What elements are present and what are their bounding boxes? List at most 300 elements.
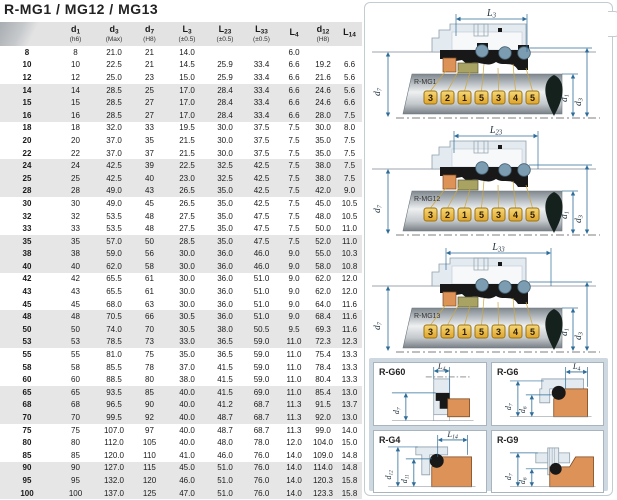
- dimension-label: $d_{12}$: [383, 469, 395, 480]
- table-cell: 109.0: [312, 450, 334, 460]
- table-cell: 11.3: [286, 400, 302, 410]
- column-header: $d_1$ (h6): [69, 23, 82, 44]
- table-cell: 43: [71, 287, 80, 297]
- table-cell: 78.5: [106, 337, 122, 347]
- table-cell: 93.5: [106, 387, 122, 397]
- table-cell: 30.0: [315, 123, 331, 133]
- table-cell: 7.5: [288, 161, 300, 171]
- table-cell: 11.0: [286, 362, 302, 372]
- table-cell: 39: [145, 161, 154, 171]
- table-cell: 48.7: [217, 413, 233, 423]
- seat-diagram-title: R-G4: [378, 434, 401, 445]
- table-cell: 30.0: [217, 123, 233, 133]
- dimension-label: $d_6$: [517, 477, 528, 484]
- table-cell: 69.3: [315, 324, 331, 334]
- table-cell: 30: [71, 198, 80, 208]
- table-cell: 32.5: [217, 161, 233, 171]
- table-cell: 10.5: [341, 198, 358, 208]
- table-cell: 37: [145, 148, 154, 158]
- table-header-row: [0, 22, 362, 46]
- table-cell: 38: [71, 249, 80, 259]
- table-cell: 92: [145, 413, 154, 423]
- table-cell: 37.5: [253, 123, 270, 133]
- table-cell: 50.0: [315, 224, 331, 234]
- table-cell: 78.4: [315, 362, 331, 372]
- table-cell: 48.0: [315, 211, 331, 221]
- table-cell: 70: [145, 324, 154, 334]
- table-cell: 125: [142, 488, 157, 498]
- table-cell: 115: [143, 463, 156, 473]
- table-cell: 6.6: [343, 60, 356, 70]
- table-cell: 74.0: [106, 324, 122, 334]
- table-cell: 33: [22, 224, 32, 234]
- table-cell: 137.0: [103, 488, 125, 498]
- table-cell: 17.0: [179, 98, 195, 108]
- table-cell: 95: [22, 475, 32, 485]
- table-cell: 51.0: [217, 488, 233, 498]
- table-cell: 7.5: [343, 173, 356, 183]
- table-cell: 55.0: [315, 249, 331, 259]
- table-cell: 36.0: [217, 249, 233, 259]
- table-cell: 33.4: [253, 60, 270, 70]
- table-cell: 41.0: [179, 450, 195, 460]
- table-cell: 40.0: [179, 438, 195, 448]
- table-row: [0, 298, 362, 311]
- callout-number: 4: [512, 210, 519, 220]
- table-cell: 58: [22, 362, 32, 372]
- table-cell: 25.9: [217, 72, 233, 82]
- dimension-label: L23: [489, 125, 503, 137]
- table-cell: 48.0: [217, 438, 233, 448]
- table-cell: 38: [22, 249, 32, 259]
- table-cell: 28.4: [217, 110, 233, 120]
- table-cell: 45: [22, 299, 32, 309]
- table-cell: 21: [145, 60, 154, 70]
- table-cell: 47.0: [179, 488, 195, 498]
- table-cell: 11.0: [286, 375, 302, 385]
- table-cell: 51.0: [217, 463, 233, 473]
- table-cell: 13.0: [341, 387, 358, 397]
- table-cell: 36.0: [217, 274, 233, 284]
- table-cell: 30.0: [217, 135, 233, 145]
- table-cell: 43: [22, 287, 32, 297]
- table-cell: 35.0: [217, 224, 233, 234]
- table-cell: 100: [68, 488, 83, 498]
- table-cell: 63: [145, 299, 154, 309]
- table-cell: 76.0: [253, 488, 270, 498]
- table-cell: 41.2: [217, 400, 233, 410]
- dimension-label: d7: [373, 205, 384, 213]
- table-cell: 12.0: [286, 438, 302, 448]
- table-cell: 85: [145, 387, 154, 397]
- dimension-label: L4: [572, 363, 580, 373]
- corner-header-cell: [0, 22, 54, 46]
- table-cell: 28.0: [315, 110, 331, 120]
- table-row: [0, 96, 362, 109]
- table-cell: 24: [22, 161, 32, 171]
- table-cell: 9.0: [288, 274, 300, 284]
- table-cell: 11.0: [342, 224, 357, 234]
- table-cell: 23: [145, 72, 154, 82]
- column-header: $d_7$ (H8): [143, 23, 156, 44]
- table-cell: 15.0: [179, 72, 195, 82]
- table-cell: 33: [145, 123, 154, 133]
- table-cell: 60: [22, 375, 32, 385]
- table-cell: 14.0: [286, 463, 302, 473]
- table-cell: 61: [145, 287, 154, 297]
- table-row: [0, 348, 362, 361]
- table-row: [0, 147, 362, 160]
- table-cell: 7.5: [288, 198, 300, 208]
- table-cell: 28: [71, 186, 80, 196]
- table-cell: 22: [71, 148, 80, 158]
- table-cell: 73: [145, 337, 154, 347]
- table-row: [0, 84, 362, 97]
- table-cell: 42.5: [253, 198, 270, 208]
- table-cell: 43: [145, 186, 154, 196]
- table-row: [0, 323, 362, 336]
- table-cell: 21.5: [179, 148, 195, 158]
- table-cell: 21.6: [315, 72, 331, 82]
- table-cell: 78.0: [253, 438, 270, 448]
- table-cell: 46.0: [253, 261, 270, 271]
- table-cell: 6.6: [288, 60, 300, 70]
- table-cell: 15.0: [341, 438, 358, 448]
- table-cell: 45.0: [315, 198, 331, 208]
- table-cell: 50: [22, 324, 32, 334]
- table-cell: 10: [22, 60, 32, 70]
- dimension-label: d1: [560, 328, 571, 336]
- table-cell: 105: [142, 438, 157, 448]
- callout-number: 1: [461, 210, 468, 220]
- table-cell: 32.0: [106, 123, 122, 133]
- callout-number: 3: [427, 93, 434, 103]
- table-cell: 23.0: [179, 173, 195, 183]
- table-cell: 46.0: [217, 450, 233, 460]
- table-row: [0, 449, 362, 462]
- table-cell: [337, 46, 362, 59]
- table-cell: 42.5: [106, 161, 122, 171]
- table-cell: 7.5: [288, 123, 300, 133]
- table-cell: 14.0: [286, 475, 302, 485]
- table-cell: 51.0: [253, 274, 270, 284]
- table-cell: 76.0: [253, 475, 270, 485]
- table-cell: 13.7: [341, 400, 358, 410]
- table-row: [0, 210, 362, 223]
- table-cell: 8.0: [343, 123, 356, 133]
- table-cell: 11.0: [286, 387, 302, 397]
- table-row: [0, 248, 362, 261]
- table-cell: 11.6: [342, 324, 357, 334]
- table-cell: 52.0: [315, 236, 331, 246]
- column-header: $L_3$ (±0.5): [178, 23, 196, 44]
- table-cell: 42.0: [315, 186, 331, 196]
- table-cell: 64.0: [315, 299, 331, 309]
- table-cell: 38.0: [217, 324, 233, 334]
- table-cell: 28.5: [106, 98, 122, 108]
- table-cell: 97: [145, 425, 154, 435]
- table-cell: 15: [22, 98, 32, 108]
- table-cell: 5.6: [343, 85, 356, 95]
- table-cell: 24: [71, 161, 80, 171]
- table-cell: 37.0: [179, 362, 195, 372]
- table-cell: 12: [22, 72, 32, 82]
- table-cell: 68.7: [253, 425, 270, 435]
- table-cell: 68.7: [253, 413, 270, 423]
- table-cell: 36.5: [217, 337, 233, 347]
- table-cell: 104.0: [312, 438, 334, 448]
- table-cell: 75: [22, 425, 32, 435]
- table-cell: 68.4: [315, 312, 331, 322]
- table-cell: 25: [71, 173, 80, 183]
- table-cell: 30.0: [179, 299, 195, 309]
- table-cell: 7.5: [288, 186, 300, 196]
- column-header: $L_{14}$: [343, 27, 356, 39]
- table-cell: 62.0: [315, 274, 331, 284]
- table-cell: 45: [71, 299, 80, 309]
- table-cell: 30.0: [179, 261, 195, 271]
- diagram-r-mg12: [366, 123, 611, 240]
- table-cell: 70.5: [106, 312, 122, 322]
- table-cell: 46.0: [253, 249, 270, 259]
- callout-number: 5: [529, 210, 536, 220]
- table-row: [0, 399, 362, 412]
- table-cell: 37.0: [106, 135, 122, 145]
- table-cell: 47.5: [253, 236, 270, 246]
- table-cell: 57.0: [106, 236, 122, 246]
- table-cell: 36.0: [217, 312, 233, 322]
- table-cell: 80: [71, 438, 80, 448]
- seat-diagram-title: R-G60: [378, 366, 406, 377]
- table-cell: 14.0: [179, 47, 195, 57]
- table-cell: 88.5: [106, 375, 122, 385]
- table-cell: 22.5: [106, 60, 122, 70]
- table-cell: 13.0: [341, 413, 358, 423]
- table-cell: 26.5: [179, 186, 195, 196]
- table-cell: 7.5: [343, 161, 356, 171]
- column-header: $d_{12}$ (H8): [316, 23, 330, 44]
- table-row: [0, 46, 362, 59]
- table-cell: 48: [71, 312, 80, 322]
- table-cell: 13.3: [341, 350, 358, 360]
- table-cell: 26.5: [179, 198, 195, 208]
- table-cell: 10.5: [341, 211, 358, 221]
- table-cell: 18: [71, 123, 80, 133]
- table-cell: 48: [145, 211, 154, 221]
- table-cell: 45.0: [179, 463, 195, 473]
- table-cell: 7.5: [343, 110, 356, 120]
- table-cell: 6.6: [343, 98, 356, 108]
- table-cell: 24.6: [315, 98, 331, 108]
- table-cell: 7.5: [288, 173, 300, 183]
- table-cell: 9.0: [288, 287, 300, 297]
- table-cell: 9.0: [288, 261, 300, 271]
- table-cell: 65.5: [106, 274, 122, 284]
- table-cell: 35.0: [315, 148, 331, 158]
- diagram-r-g9: [491, 430, 605, 494]
- table-cell: 49.0: [106, 186, 122, 196]
- callout-number: 1: [461, 327, 468, 337]
- table-cell: 35.0: [217, 186, 233, 196]
- dimension-label: d7: [373, 322, 384, 330]
- table-cell: 49.0: [106, 198, 122, 208]
- table-cell: 41.5: [217, 375, 233, 385]
- seat-diagram-grid: [369, 358, 608, 491]
- table-cell: 6.6: [288, 98, 300, 108]
- table-cell: 8: [24, 47, 30, 57]
- diagram-title: R-MG12: [414, 196, 441, 203]
- table-cell: 28: [22, 186, 32, 196]
- table-cell: 11.0: [342, 236, 357, 246]
- table-cell: 7.5: [288, 211, 300, 221]
- dimension-label: $d_{11}$: [399, 474, 411, 484]
- table-cell: 35.0: [217, 211, 233, 221]
- table-cell: 42: [22, 274, 32, 284]
- table-cell: 7.5: [288, 135, 300, 145]
- table-row: [0, 185, 362, 198]
- table-cell: 13.3: [341, 375, 358, 385]
- column-header: $L_4$: [289, 27, 299, 39]
- callout-number: 2: [444, 93, 451, 103]
- dimension-label: L14: [447, 430, 458, 441]
- table-cell: 35: [71, 236, 80, 246]
- table-cell: 58.0: [315, 261, 331, 271]
- table-cell: 72.3: [315, 337, 331, 347]
- table-cell: 20: [22, 135, 32, 145]
- table-cell: 14.0: [286, 450, 302, 460]
- dimension-label: d7: [373, 88, 384, 96]
- table-row: [0, 59, 362, 72]
- table-cell: 36.0: [217, 299, 233, 309]
- table-cell: 12.0: [341, 287, 358, 297]
- diagram-r-g60: [373, 362, 487, 426]
- table-cell: 120.0: [103, 450, 125, 460]
- table-cell: 35.0: [217, 236, 233, 246]
- table-cell: 8: [73, 47, 78, 57]
- table-cell: 70: [22, 413, 32, 423]
- dimension-table: [0, 22, 362, 499]
- table-cell: 9.0: [343, 186, 356, 196]
- table-cell: 81.0: [106, 350, 122, 360]
- table-row: [0, 71, 362, 84]
- table-cell: 14.0: [286, 488, 302, 498]
- table-cell: 7.5: [343, 148, 356, 158]
- table-cell: 65: [71, 387, 80, 397]
- table-cell: 41.5: [217, 362, 233, 372]
- table-cell: 37.5: [253, 148, 270, 158]
- table-cell: 20: [71, 135, 80, 145]
- table-cell: [206, 46, 244, 59]
- table-cell: 42.5: [253, 161, 270, 171]
- callout-number: 2: [444, 210, 451, 220]
- table-cell: 59.0: [253, 350, 270, 360]
- table-cell: 120: [142, 475, 157, 485]
- diagram-title: R-MG1: [414, 79, 437, 86]
- table-cell: 6.6: [288, 85, 300, 95]
- table-cell: 91.5: [315, 400, 331, 410]
- table-cell: 53: [22, 337, 32, 347]
- table-cell: 120.3: [312, 475, 334, 485]
- table-cell: 27.5: [179, 224, 195, 234]
- callout-number: 5: [478, 93, 485, 103]
- table-cell: 12.3: [341, 337, 358, 347]
- table-cell: 19.2: [315, 60, 331, 70]
- table-cell: 78: [145, 362, 154, 372]
- table-cell: 48: [22, 312, 32, 322]
- table-row: [0, 172, 362, 185]
- table-cell: 33.4: [253, 72, 270, 82]
- table-cell: 75: [71, 425, 80, 435]
- table-cell: 40: [22, 261, 32, 271]
- table-cell: 85: [22, 450, 32, 460]
- table-cell: 22: [22, 148, 32, 158]
- dimension-label: L3: [487, 8, 496, 20]
- column-header: $L_{23}$ (±0.5): [216, 23, 234, 44]
- table-cell: 35.0: [315, 135, 331, 145]
- dimension-label: $d_7$: [503, 473, 515, 480]
- table-cell: 16: [71, 110, 80, 120]
- table-cell: 7.5: [288, 236, 300, 246]
- seat-diagram-title: R-G6: [496, 366, 518, 377]
- table-cell: 123.3: [312, 488, 334, 498]
- table-cell: 75: [145, 350, 154, 360]
- table-cell: 36.0: [217, 287, 233, 297]
- table-cell: 28.4: [217, 85, 233, 95]
- table-row: [0, 386, 362, 399]
- table-cell: 107.0: [103, 425, 125, 435]
- table-cell: 90: [22, 463, 32, 473]
- callout-number: 3: [495, 327, 502, 337]
- table-row: [0, 159, 362, 172]
- dimension-label: L33: [492, 242, 505, 254]
- table-cell: 22.5: [179, 161, 195, 171]
- table-cell: 11.6: [342, 312, 357, 322]
- table-cell: 112.0: [104, 438, 124, 448]
- table-cell: 50.5: [253, 324, 270, 334]
- callout-number: 4: [512, 93, 519, 103]
- table-cell: 48.7: [217, 425, 233, 435]
- diagram-title: R-MG13: [414, 313, 441, 320]
- diagram-r-mg1: [366, 6, 611, 123]
- table-cell: 35.0: [217, 198, 233, 208]
- dimension-label: $d_6$: [517, 406, 528, 414]
- page-title: R-MG1 / MG12 / MG13: [4, 1, 159, 17]
- table-cell: 42.5: [106, 173, 122, 183]
- table-cell: 9.0: [288, 312, 300, 322]
- table-cell: 85.4: [315, 387, 331, 397]
- table-cell: 76.0: [253, 450, 270, 460]
- callout-number: 4: [512, 327, 519, 337]
- diagram-r-mg13: [366, 240, 611, 357]
- table-cell: 11.0: [286, 350, 302, 360]
- table-row: [0, 487, 362, 500]
- table-cell: 60: [71, 375, 80, 385]
- table-row: [0, 474, 362, 487]
- table-cell: 59.0: [106, 249, 122, 259]
- table-cell: 7.5: [288, 148, 300, 158]
- table-cell: 6.6: [288, 72, 300, 82]
- table-cell: 70: [71, 413, 80, 423]
- table-cell: 13.3: [341, 362, 358, 372]
- table-cell: 30.0: [179, 287, 195, 297]
- table-cell: 10: [71, 60, 80, 70]
- table-cell: 21.0: [106, 47, 122, 57]
- table-cell: 96.5: [106, 400, 122, 410]
- seat-diagram-title: R-G9: [496, 434, 518, 445]
- dimension-label: L4: [437, 363, 446, 373]
- table-cell: 59.0: [253, 375, 270, 385]
- diagram-panel: [364, 2, 613, 496]
